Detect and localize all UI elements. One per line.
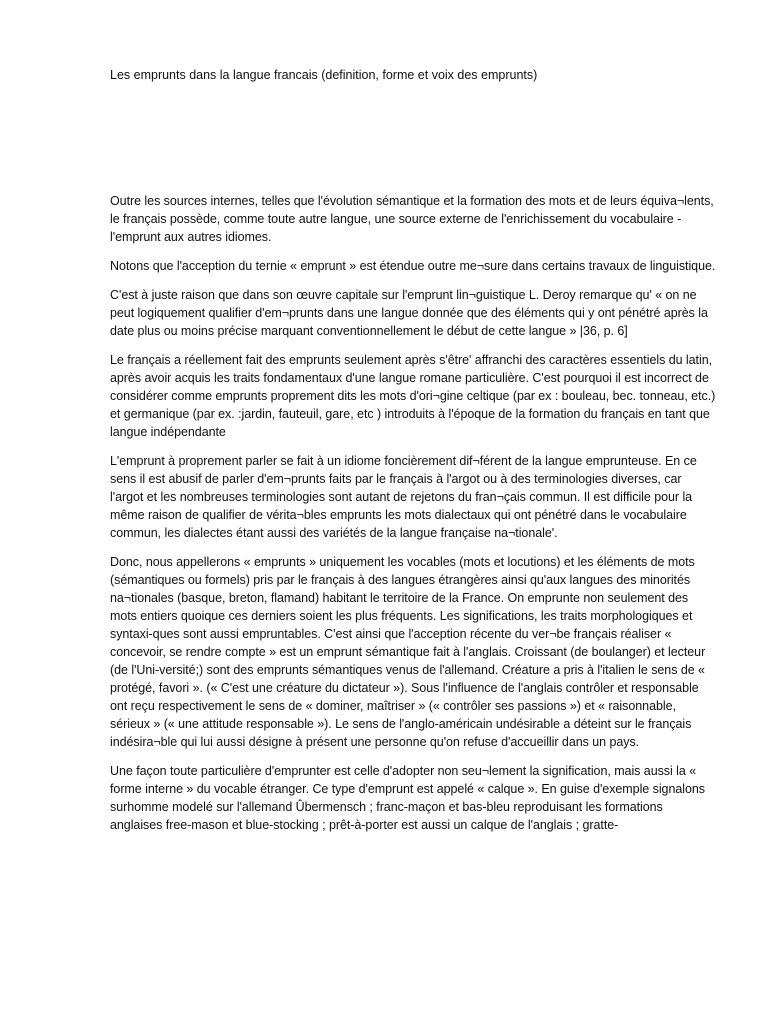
paragraph-3: C'est à juste raison que dans son œuvre capitale sur l'emprunt lin¬guistique L. Deroy remarque qu' « on ne peut logiquement qualifier d'em¬prunts dans une langue donnée que des éléments qui y ont pénétré après la date plus ou moins précise marquant conventionnellement le début de cette langue » |36, p. 6] [110, 288, 708, 338]
paragraph-4: Le français a réellement fait des emprunts seulement après s'être' affranchi des caractères essentiels du latin, après avoir acquis les traits fondamentaux d'une langue romane particulière. C'est pourquoi il est incorrect de considérer comme emprunts proprement dits les mots d'ori¬gine celtique (par ex : bouleau, bec. tonneau, etc.) et germanique (par ex. :jardin, fauteuil, gare, etc ) introduits à l'époque de la formation du français en tant que langue indépendante [110, 353, 716, 439]
document-page [110, 0, 716, 1024]
paragraph-6: Donc, nous appellerons « emprunts » uniquement les vocables (mots et locutions) et les éléments de mots (sémantiques ou formels) pris par le français à des langues étrangères ainsi qu'aux langues des minorités na¬tionales (basque, breton, flamand) habitant le territoire de la France. On emprunte non seulement des mots entiers quoique ces derniers soient les plus fréquents. Les significations, les traits morphologiques et syntaxi-ques sont aussi empruntables. C'est ainsi que l'acception récente du ver¬be français réaliser « concevoir, se rendre compte » est un emprunt sémantique fait à l'anglais. Croissant (de boulanger) et lecteur (de l'Uni-versité;) sont des emprunts sémantiques venus de l'allemand. Créature a pris à l'italien le sens de « protégé, favori ». (« C'est une créature du dictateur »). Sous l'influence de l'anglais contrôler et responsable ont reçu respectivement le sens de « dominer, maîtriser » (« contrôler ses passions ») et « raisonnable, sérieux » (« une attitude responsable »). Le sens de l'anglo-américain undésirable a déteint sur le français indésira¬ble qui lui aussi désigne à présent une personne qu'on refuse d'accueillir dans un pays. [110, 555, 706, 749]
document-title: Les emprunts dans la langue francais (definition, forme et voix des emprunts) [110, 68, 538, 82]
paragraph-7: Une façon toute particulière d'emprunter est celle d'adopter non seu¬lement la signification, mais aussi la « forme interne » du vocable étranger. Ce type d'emprunt est appelé « calque ». En guise d'exemple signalons surhomme modelé sur l'allemand Ûbermensch ; franc-maçon et bas-bleu reproduisant les formations anglaises free-mason et blue-stocking ; prêt-à-porter est aussi un calque de l'anglais ; gratte- [110, 764, 705, 832]
document-body [110, 192, 716, 845]
paragraph-5: L'emprunt à proprement parler se fait à un idiome foncièrement dif¬férent de la langue emprunteuse. En ce sens il est abusif de parler d'em¬prunts faits par le français à l'argot ou à des terminologies diverses, car l'argot et les nombreuses terminologies sont autant de rejetons du fran¬çais commun. Il est difficile pour la même raison de qualifier de vérita¬bles emprunts les mots dialectaux qui ont pénétré dans le vocabulaire commun, les dialectes étant aussi des variétés de la langue française na¬tionale'. [110, 454, 697, 540]
paragraph-2: Notons que l'acception du ternie « emprunt » est étendue outre me¬sure dans certains travaux de linguistique. [110, 259, 716, 273]
paragraph-1: Outre les sources internes, telles que l'évolution sémantique et la formation des mots et de leurs équiva¬lents, le français possède, comme toute autre langue, une source externe de l'enrichissement du vocabulaire - l'emprunt aux autres idiomes. [110, 194, 714, 244]
